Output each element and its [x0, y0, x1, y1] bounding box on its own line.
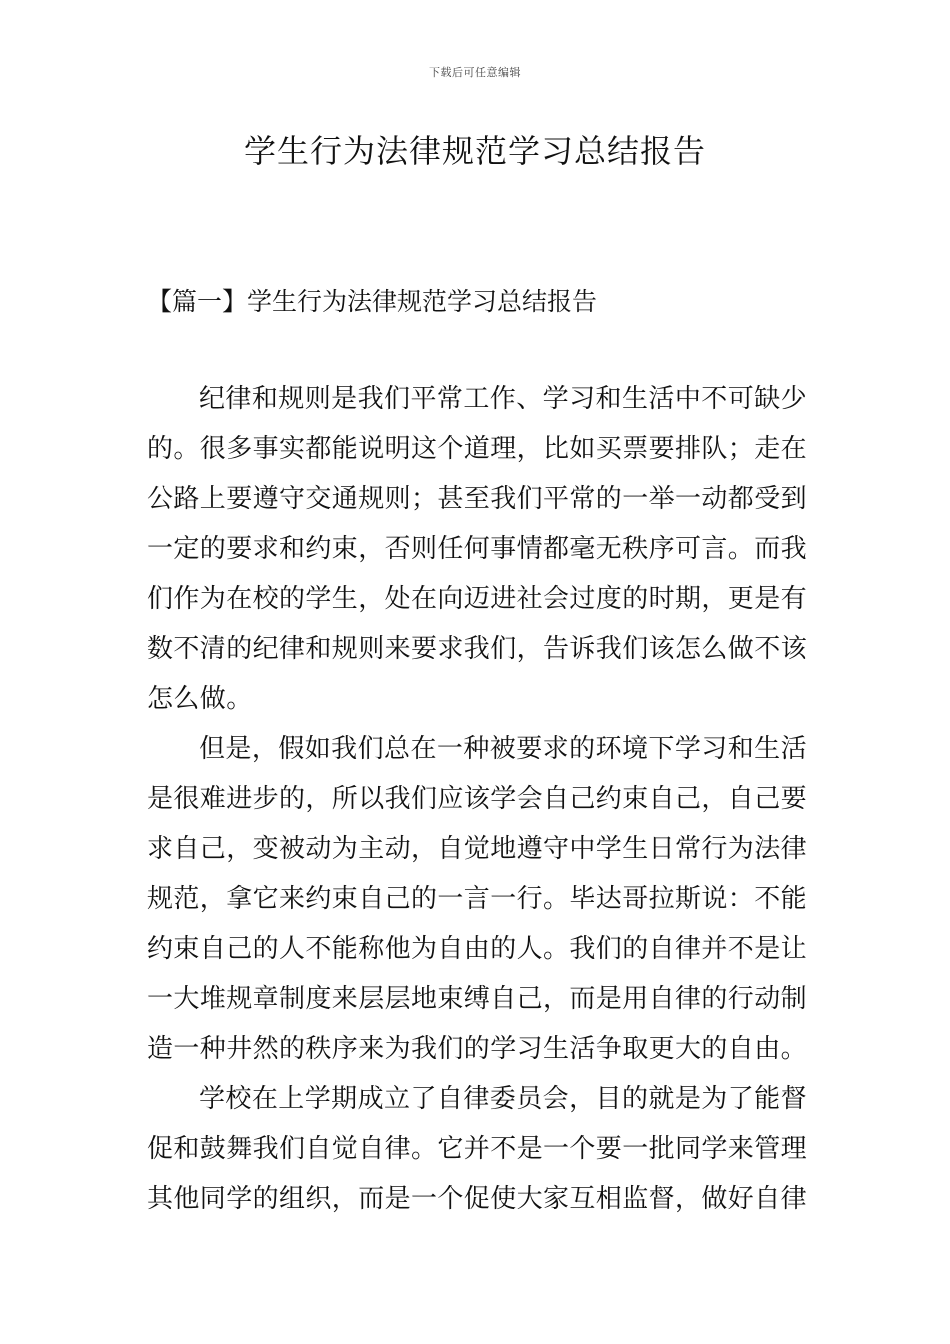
document-body	[147, 374, 807, 1224]
header-note: 下载后可任意编辑	[429, 66, 521, 79]
body-paragraph: 学校在上学期成立了自律委员会，目的就是为了能督促和鼓舞我们自觉自律。它并不是一个要一批同学来管理其他同学的组织，而是一个促使大家互相监督，做好自律	[147, 1084, 808, 1214]
document-title: 学生行为法律规范学习总结报告	[243, 132, 706, 170]
body-paragraph: 纪律和规则是我们平常工作、学习和生活中不可缺少的。很多事实都能说明这个道理，比如买票要排队；走在公路上要遵守交通规则；甚至我们平常的一举一动都受到一定的要求和约束，否则任何事情都毫无秩序可言。而我们作为在校的学生，处在向迈进社会过度的时期，更是有数不清的纪律和规则来要求我们，告诉我们该怎么做不该怎么做。	[147, 384, 808, 714]
section-heading: 【篇一】学生行为法律规范学习总结报告	[147, 287, 598, 316]
body-paragraph: 但是，假如我们总在一种被要求的环境下学习和生活是很难进步的，所以我们应该学会自己约束自己，自己要求自己，变被动为主动，自觉地遵守中学生日常行为法律规范，拿它来约束自己的一言一行。毕达哥拉斯说：不能约束自己的人不能称他为自由的人。我们的自律并不是让一大堆规章制度来层层地束缚自己，而是用自律的行动制造一种井然的秩序来为我们的学习生活争取更大的自由。	[147, 734, 808, 1064]
